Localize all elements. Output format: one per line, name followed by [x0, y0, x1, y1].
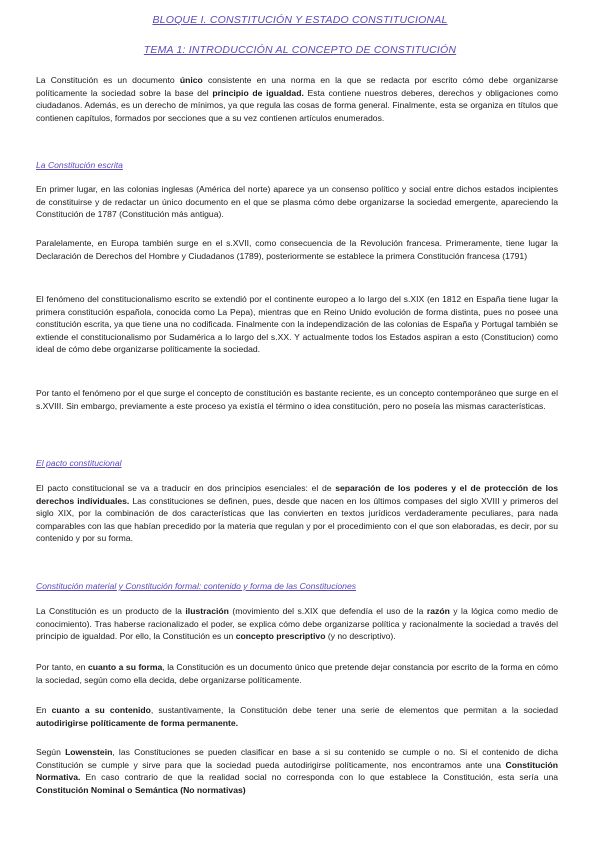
- block-title: BLOQUE I. CONSTITUCIÓN Y ESTADO CONSTITUCIONAL: [152, 14, 448, 26]
- bold-run: cuanto a su contenido: [51, 705, 151, 715]
- text-run: El pacto constitucional se va a traducir en dos principios esenciales: el de: [36, 483, 336, 493]
- text-run: Las constituciones se definen, pues, desde que nacen en los últimos compases del siglo XVIII y primeros del siglo XIX, por la combinación de dos características que las convierten en textos jurídicos verdaderamente peculiares, para nada comparables con las que habían precedido por la materia que regulan y por el procedimiento con el que son elaboradas, es decir, por su contenido y por su forma.: [36, 495, 558, 544]
- text-run: Esta contiene nuestros deberes, derechos y obligaciones como ciudadanos. Además, es un derecho de mínimos, ya que regula las cosas de forma general. Finalmente, esta se organiza en títulos que contienen capítulos, formados por secciones que a su vez contienen artículos enumerados.: [36, 87, 558, 123]
- section1-p1: [36, 183, 558, 221]
- text-run: La Constitución es un documento: [36, 75, 180, 85]
- bold-run: Lowenstein: [65, 747, 113, 757]
- text-run: y la lógica como medio de conocimiento). Tras haberse racionalizado el poder, se explica cómo debe organizarse política y racionalmente la sociedad a través del principio de igualdad. Por ello, la Constitución es un: [36, 606, 559, 642]
- section-heading-written-constitution: La Constitución escrita: [36, 160, 123, 170]
- section3-p1: [36, 605, 558, 643]
- text-run: (movimiento del s.XIX que defendía el uso de la: [228, 606, 427, 616]
- text-run: La Constitución es un producto de la: [36, 606, 186, 616]
- bold-run: Constitución Normativa.: [36, 759, 558, 783]
- bold-run: principio de igualdad.: [212, 87, 304, 98]
- text-run: , la Constitución es un documento único que pretende dejar constancia por escrito de la forma en cómo la sociedad, según como ella decida, debe organizarse políticamente.: [36, 662, 558, 685]
- bold-run: único: [179, 75, 203, 85]
- paragraph: En primer lugar, en las colonias inglesas (América del norte) aparece ya un consenso político y social entre dichos estados incipientes de constituirse y de redactar un único documento en el que se plasma cómo debe organizarse la sociedad emergente, apareciendo la Constitución de 1787 (Constitución más antigua).: [36, 184, 558, 220]
- section3-p3: [36, 704, 558, 729]
- section1-p2: [36, 237, 558, 262]
- bold-run: concepto prescriptivo: [235, 631, 326, 642]
- paragraph: El fenómeno del constitucionalismo escrito se extendió por el continente europeo a lo largo del s.XIX (en 1812 en España tiene lugar la primera constitución española, conocida como La Pepa), mientras que en Reino Unido evolución de forma distinta, pues no posee una constitución escrita, ya que tiene una no codificada. Finalmente con la independización de las colonias de España y Portugal también se extiende el constitucionalismo por Sudamérica a lo largo del s.XX. Y actualmente todos los Estados aspiran a esto (Constitucion) como ideal de cómo debe organizarse políticamente la sociedad.: [36, 294, 558, 355]
- text-run: , sustantivamente, la Constitución debe tener una serie de elementos que permitan a la sociedad: [150, 705, 558, 715]
- text-run: En: [36, 705, 52, 715]
- text-run: Por tanto, en: [36, 662, 88, 672]
- bold-run: autodirigirse políticamente de forma permanente.: [36, 717, 238, 728]
- text-run: En caso contrario de que la realidad social no corresponda con lo que establece la Constitución, esta sería una: [80, 772, 558, 783]
- text-run: Según: [36, 747, 66, 757]
- text-run: (y no descriptivo).: [325, 631, 396, 642]
- section1-p4: [36, 387, 558, 412]
- intro-paragraph: [36, 74, 558, 124]
- bold-run: separación de los poderes y el de protección de los derechos individuales.: [36, 483, 559, 506]
- text-run: , las Constituciones se pueden clasificar en base a si su contenido se cumple o no. Si el contenido de dicha Constitución se cumple y sirve para que la sociedad pueda autodirigirse políticamente, nos encontramos ante una: [36, 747, 558, 770]
- topic-title: [0, 44, 600, 56]
- bold-run: cuanto a su forma: [87, 662, 163, 672]
- section-heading-material-formal: Constitución material y Constitución formal: contenido y forma de las Constituciones: [36, 581, 357, 591]
- section-heading-pacto: El pacto constitucional: [36, 458, 122, 468]
- section3-p4: [36, 746, 558, 796]
- section1-p3: [36, 293, 558, 356]
- section3-p2: [36, 661, 558, 686]
- bold-run: razón: [426, 606, 450, 616]
- bold-run: ilustración: [185, 606, 229, 616]
- paragraph: Paralelamente, en Europa también surge en el s.XVII, como consecuencia de la Revolución francesa. Primeramente, tiene lugar la Declaración de Derechos del Hombre y Ciudadanos (1789), posteriormente se establece la primera Constitución francesa (1791): [36, 238, 558, 261]
- paragraph: Por tanto el fenómeno por el que surge el concepto de constitución es bastante reciente, es un concepto contemporáneo que surge en el s.XVIII. Sin embargo, previamente a este proceso ya existía el término o idea constitución, pero no poseía las mismas características.: [36, 388, 558, 411]
- text-run: consistente en una norma en la que se redacta por escrito cómo debe organizarse políticamente la sociedad sobre la base del: [36, 75, 558, 98]
- section2-p1: [36, 482, 558, 545]
- topic-title-text: TEMA 1: INTRODUCCIÓN AL CONCEPTO DE CONSTITUCIÓN: [143, 44, 457, 56]
- bold-run: Constitución Nominal o Semántica (No normativas): [36, 784, 246, 795]
